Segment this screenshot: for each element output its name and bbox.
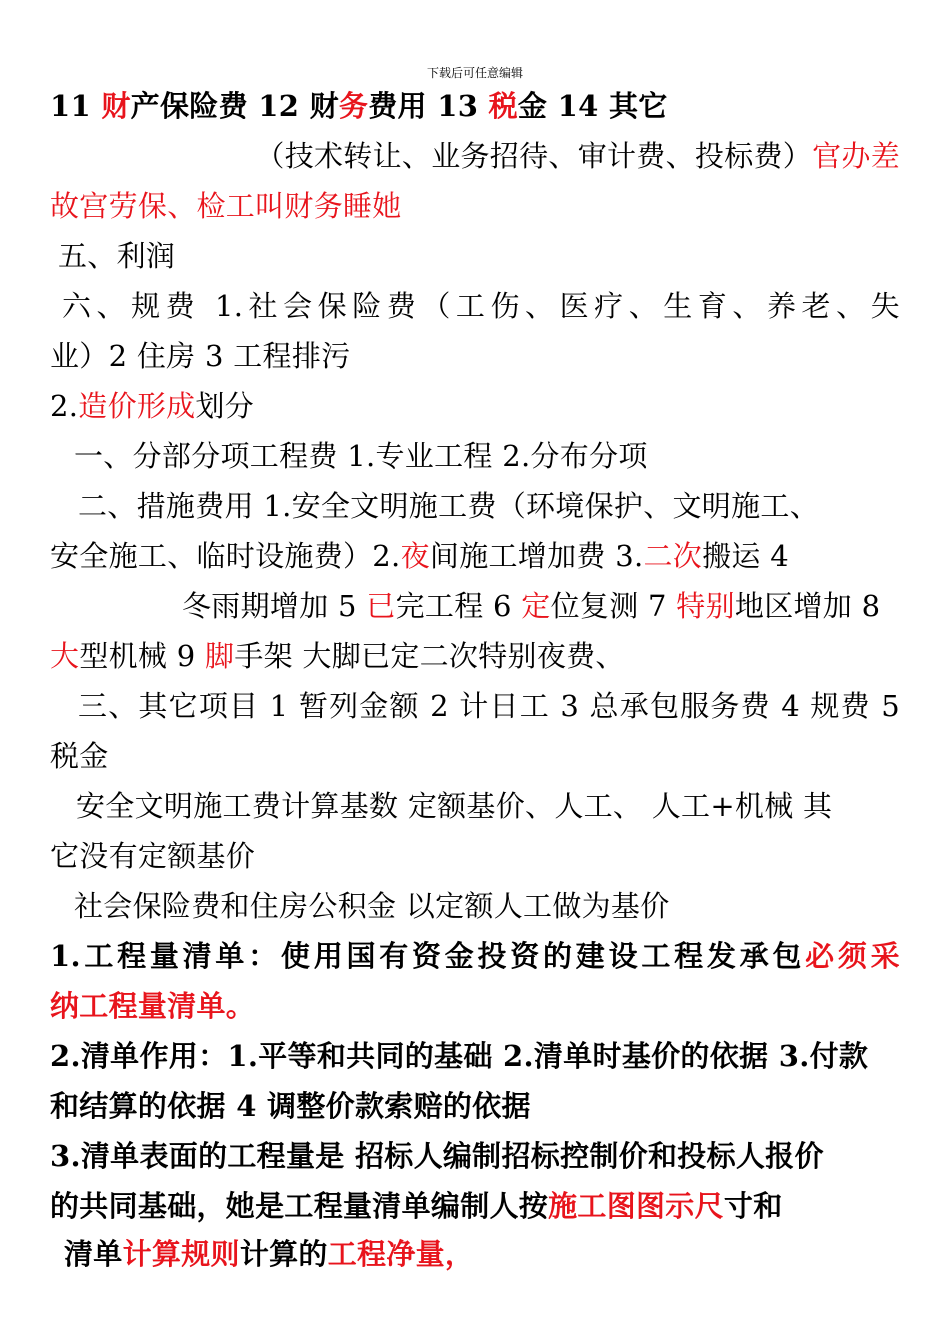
text-segment: 划分 bbox=[195, 389, 255, 423]
text-line bbox=[50, 988, 910, 1024]
text-line bbox=[50, 1138, 910, 1174]
highlighted-text: 官办差 bbox=[812, 139, 900, 173]
highlighted-text: 纳工程量清单。 bbox=[50, 989, 256, 1023]
text-line bbox=[74, 888, 934, 924]
highlighted-text: 二次 bbox=[643, 539, 703, 573]
text-segment: 安全文明施工费计算基数 定额基价、人工、 人工+机械 其 bbox=[76, 789, 833, 823]
text-line bbox=[50, 388, 910, 424]
text-segment: 位复测 7 bbox=[550, 589, 677, 623]
text-segment: 1.工程量清单：使用国有资金投资的建设工程发承包 bbox=[50, 939, 806, 973]
text-line bbox=[182, 588, 950, 624]
text-segment: 计算的 bbox=[239, 1237, 328, 1271]
text-segment: 清单 bbox=[64, 1237, 123, 1271]
text-segment: 安全施工、临时设施费）2. bbox=[50, 539, 401, 573]
highlighted-text: 造价形成 bbox=[78, 389, 196, 423]
text-segment: 冬雨期增加 5 bbox=[182, 589, 367, 623]
text-segment: 税金 bbox=[50, 739, 109, 773]
text-segment: 搬运 4 bbox=[702, 539, 789, 573]
text-segment: 它没有定额基价 bbox=[50, 839, 256, 873]
text-segment: 金 14 其它 bbox=[517, 89, 668, 123]
text-segment: 业）2 住房 3 工程排污 bbox=[50, 339, 351, 373]
text-segment: 一、分部分项工程费 1.专业工程 2.分布分项 bbox=[74, 439, 648, 473]
text-line bbox=[62, 288, 900, 324]
text-line bbox=[58, 238, 918, 274]
text-line bbox=[50, 338, 910, 374]
text-line bbox=[50, 188, 910, 224]
text-segment: 间施工增加费 3. bbox=[429, 539, 644, 573]
text-line bbox=[78, 488, 938, 524]
text-segment: 产保险费 12 财 bbox=[130, 89, 339, 123]
text-line bbox=[50, 88, 910, 124]
highlighted-text: 故宫劳保、检工叫财务睡她 bbox=[50, 189, 402, 223]
highlighted-text: 脚 bbox=[205, 639, 235, 673]
text-segment: 2.清单作用：1.平等和共同的基础 2.清单时基价的依据 3.付款 bbox=[50, 1039, 869, 1073]
text-line bbox=[50, 1088, 910, 1124]
text-line bbox=[74, 438, 934, 474]
text-segment: 11 bbox=[50, 89, 102, 123]
highlighted-text: 施工图图示尺 bbox=[548, 1189, 724, 1223]
text-line bbox=[50, 538, 910, 574]
highlighted-text: 夜 bbox=[400, 539, 430, 573]
text-segment: 2. bbox=[50, 389, 79, 423]
text-segment: 型机械 9 bbox=[79, 639, 205, 673]
text-segment: 寸和 bbox=[723, 1189, 783, 1223]
text-line bbox=[200, 138, 900, 174]
text-segment: 的共同基础，她是工程量清单编制人按 bbox=[50, 1189, 549, 1223]
text-segment: 六、规费 1.社会保险费（工伤、医疗、生育、养老、失 bbox=[62, 289, 900, 323]
highlighted-text: 税 bbox=[488, 89, 518, 123]
highlighted-text: 定 bbox=[521, 589, 551, 623]
text-segment: （技术转让、业务招待、审计费、投标费） bbox=[255, 139, 813, 173]
highlighted-text: 务 bbox=[338, 89, 369, 123]
text-segment: 二、措施费用 1.安全文明施工费（环境保护、文明施工、 bbox=[78, 489, 819, 523]
text-segment: 手架 大脚已定二次特别夜费、 bbox=[234, 639, 625, 673]
text-line bbox=[78, 688, 900, 724]
text-line bbox=[50, 738, 910, 774]
text-segment: 完工程 6 bbox=[395, 589, 522, 623]
highlighted-text: 必须采 bbox=[805, 939, 900, 973]
text-line bbox=[64, 1236, 924, 1272]
text-segment: 五、利润 bbox=[58, 239, 176, 273]
text-line bbox=[50, 1188, 910, 1224]
highlighted-text: 工程净量， bbox=[327, 1237, 475, 1271]
text-segment: 三、其它项目 1 暂列金额 2 计日工 3 总承包服务费 4 规费 5 bbox=[78, 689, 900, 723]
text-segment: 社会保险费和住房公积金 以定额人工做为基价 bbox=[74, 889, 670, 923]
highlighted-text: 特别 bbox=[676, 589, 735, 623]
highlighted-text: 计算规则 bbox=[122, 1237, 240, 1271]
text-segment: 和结算的依据 4 调整价款索赔的依据 bbox=[50, 1089, 531, 1123]
text-line bbox=[76, 788, 936, 824]
page-header: 下载后可任意编辑 bbox=[426, 66, 523, 80]
text-segment: 地区增加 8 bbox=[734, 589, 881, 623]
highlighted-text: 大 bbox=[50, 639, 80, 673]
highlighted-text: 已 bbox=[366, 589, 396, 623]
text-line bbox=[50, 1038, 910, 1074]
text-line bbox=[50, 938, 900, 974]
text-line bbox=[50, 638, 910, 674]
text-segment: 费用 13 bbox=[368, 89, 489, 123]
highlighted-text: 财 bbox=[101, 89, 131, 123]
text-line bbox=[50, 838, 910, 874]
text-segment: 3.清单表面的工程量是 招标人编制招标控制价和投标人报价 bbox=[50, 1139, 824, 1173]
